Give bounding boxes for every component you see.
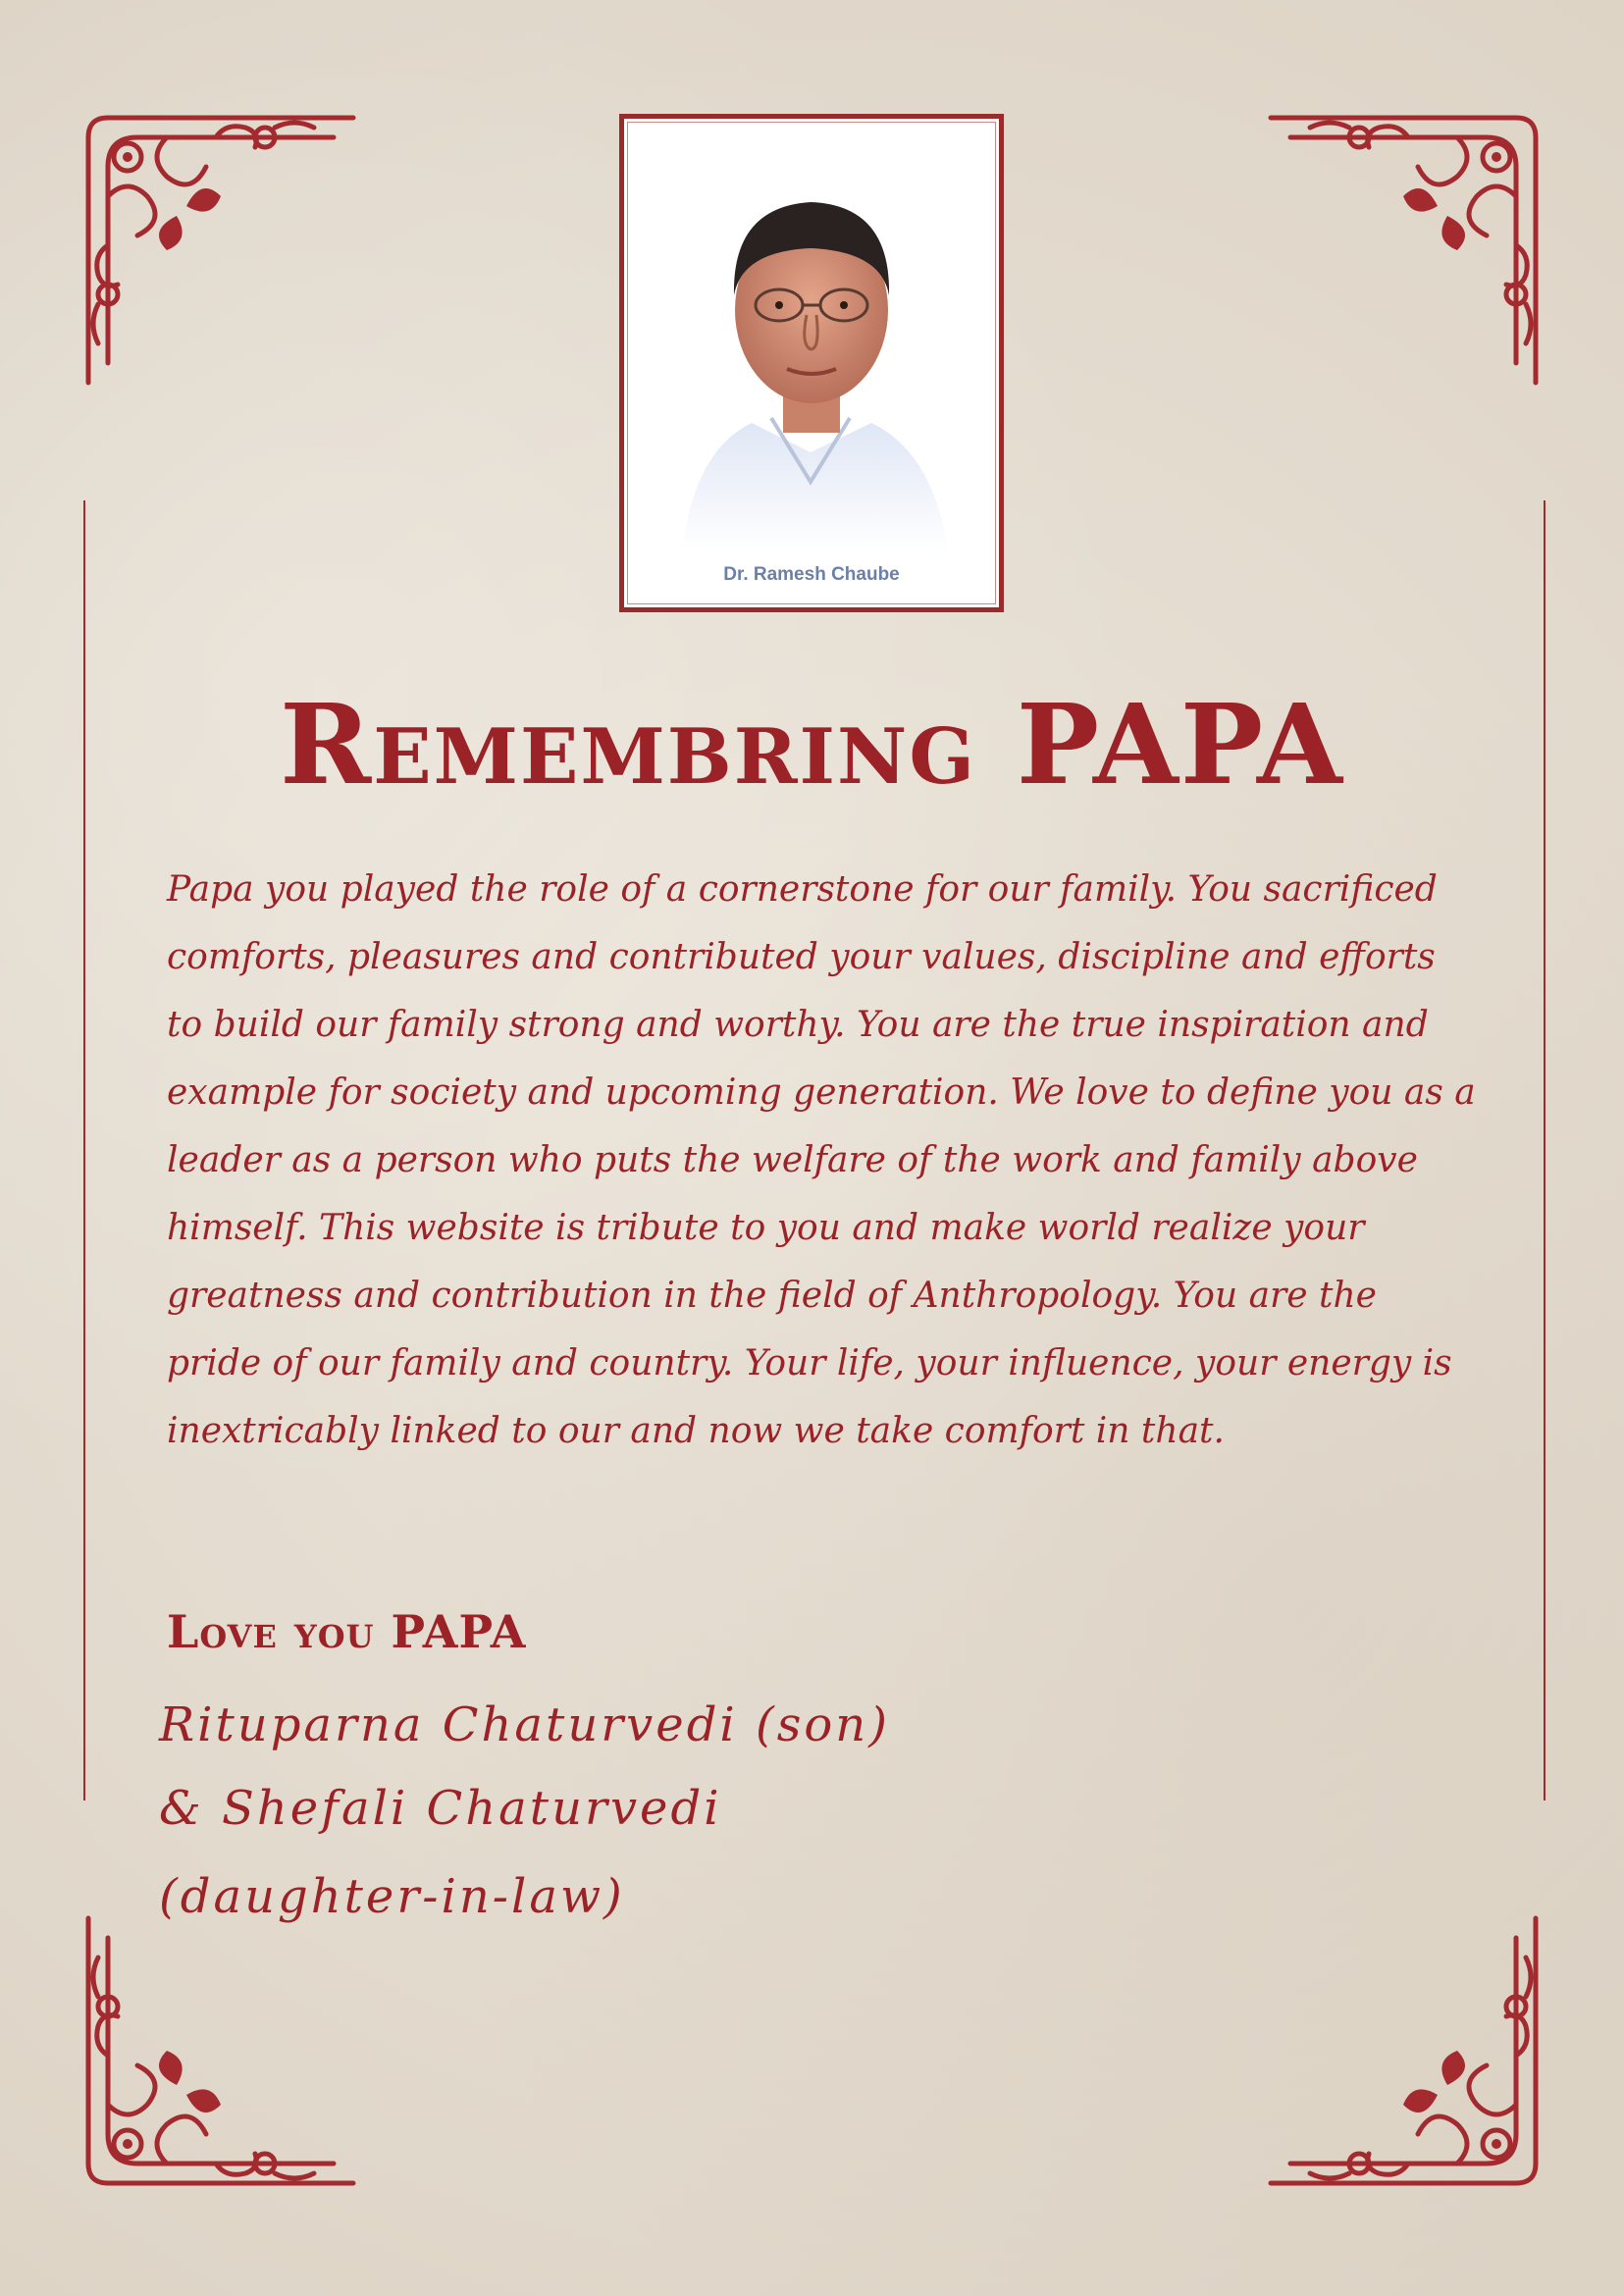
portrait-frame [619, 114, 1004, 612]
closing-line: Love you PAPA [167, 1605, 527, 1658]
right-border-line [1544, 500, 1545, 1800]
left-border-line [83, 500, 85, 1800]
corner-ornament-bottom-left [69, 1908, 363, 2203]
corner-ornament-top-right [1261, 98, 1555, 392]
corner-ornament-bottom-right [1261, 1908, 1555, 2203]
portrait-caption: Dr. Ramesh Chaube [723, 564, 900, 585]
portrait-photo [663, 158, 960, 550]
page-title: Remembring PAPA [280, 681, 1344, 809]
corner-ornament-top-left [69, 98, 363, 392]
tribute-message: Papa you played the role of a cornerstone for our family. You sacrificed comforts, pleasures and contributed your values, discipline and efforts to build our family strong and worthy. You are the true inspiration and example for society and upcoming generation. We love to define you as a leader as a person who puts the welfare of the work and family above himself. This website is tribute to you and make world realize your greatness and contribution in the field of Anthropology. You are the pride of our family and country. Your life, your influence, your energy is inextricably linked to our and now we take comfort in that. [167, 869, 1476, 1451]
signature-line-1: Rituparna Chaturvedi (son) [159, 1697, 890, 1752]
signature-line-3: (daughter-in-law) [159, 1869, 625, 1924]
signature-line-2: & Shefali Chaturvedi [159, 1781, 722, 1836]
